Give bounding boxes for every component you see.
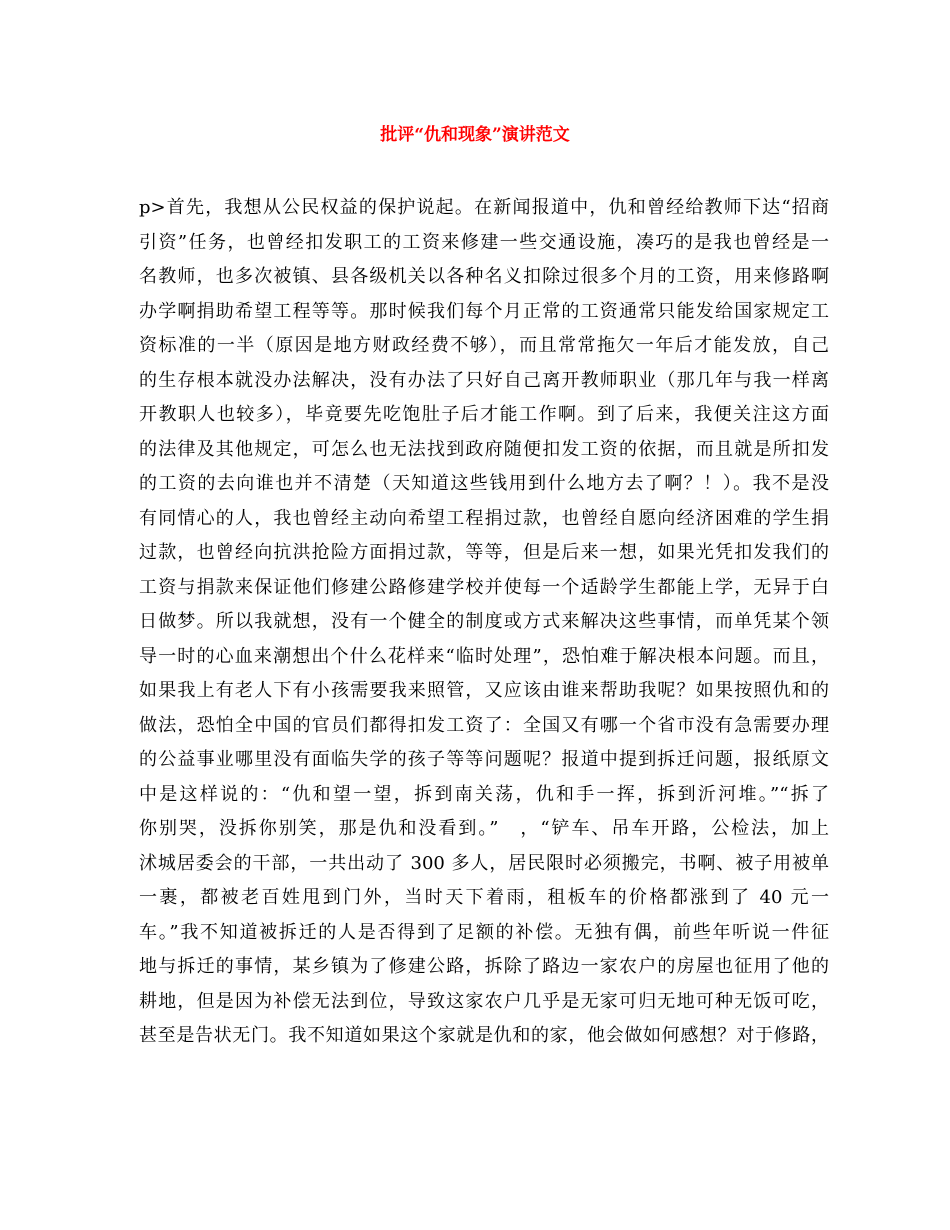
body-line: 的公益事业哪里没有面临失学的孩子等等问题呢？报道中提到拆迁问题，报纸原文 bbox=[139, 749, 829, 770]
body-line: 工资与捐款来保证他们修建公路修建学校并使每一个适龄学生都能上学，无异于白 bbox=[139, 576, 829, 598]
body-line: 办学啊捐助希望工程等等。那时候我们每个月正常的工资通常只能发给国家规定工 bbox=[139, 300, 829, 322]
body-line: 中是这样说的：“仇和望一望，拆到南关荡，仇和手一挥，拆到沂河堆。”“拆了 bbox=[139, 783, 829, 805]
body-line: 一裹，都被老百姓甩到门外，当时天下着雨，租板车的价格都涨到了 40 元一 bbox=[139, 887, 829, 908]
body-line: 沭城居委会的干部，一共出动了 300 多人，居民限时必须搬完，书啊、被子用被单 bbox=[139, 852, 829, 874]
body-line: 耕地，但是因为补偿无法到位，导致这家农户几乎是无家可归无地可种无饭可吃， bbox=[139, 990, 829, 1012]
body-line: 名教师，也多次被镇、县各级机关以各种名义扣除过很多个月的工资，用来修路啊 bbox=[139, 266, 829, 287]
body-line: 日做梦。所以我就想，没有一个健全的制度或方式来解决这些事情，而单凭某个领 bbox=[139, 611, 829, 632]
body-line: 开教职人也较多），毕竟要先吃饱肚子后才能工作啊。到了后来，我便关注这方面 bbox=[139, 404, 829, 425]
body-line: 如果我上有老人下有小孩需要我来照管，又应该由谁来帮助我呢？如果按照仇和的 bbox=[139, 680, 829, 701]
body-line: 引资”任务，也曾经扣发职工的工资来修建一些交通设施，凑巧的是我也曾经是一 bbox=[139, 231, 829, 253]
body-line: 的法律及其他规定，可怎么也无法找到政府随便扣发工资的依据，而且就是所扣发 bbox=[139, 438, 829, 460]
body-line: 资标准的一半（原因是地方财政经费不够），而且常常拖欠一年后才能发放，自己 bbox=[139, 335, 829, 356]
body-line: 的工资的去向谁也并不清楚（天知道这些钱用到什么地方去了啊？！）。我不是没 bbox=[139, 473, 829, 494]
body-line: 过款，也曾经向抗洪抢险方面捐过款，等等，但是后来一想，如果光凭扣发我们的 bbox=[139, 542, 829, 563]
body-line: 车。”我不知道被拆迁的人是否得到了足额的补偿。无独有偶，前些年听说一件征 bbox=[139, 921, 829, 943]
body-line: 做法，恐怕全中国的官员们都得扣发工资了：全国又有哪一个省市没有急需要办理 bbox=[139, 714, 829, 736]
body-line: 甚至是告状无门。我不知道如果这个家就是仇和的家，他会做如何感想？对于修路， bbox=[139, 1025, 829, 1046]
body-line: 有同情心的人，我也曾经主动向希望工程捐过款，也曾经自愿向经济困难的学生捐 bbox=[139, 507, 829, 529]
document-title: 批评“仇和现象”演讲范文 bbox=[380, 125, 570, 145]
body-line: 地与拆迁的事情，某乡镇为了修建公路，拆除了路边一家农户的房屋也征用了他的 bbox=[139, 956, 829, 977]
body-line: 你别哭，没拆你别笑，那是仇和没看到。” ，“铲车、吊车开路，公检法，加上 bbox=[139, 818, 829, 839]
body-line: 导一时的心血来潮想出个什么花样来“临时处理”，恐怕难于解决根本问题。而且， bbox=[139, 645, 829, 667]
body-line: 的生存根本就没办法解决，没有办法了只好自己离开教师职业（那几年与我一样离 bbox=[139, 369, 829, 391]
body-line: p>首先，我想从公民权益的保护说起。在新闻报道中，仇和曾经给教师下达“招商 bbox=[139, 197, 829, 218]
document-body bbox=[139, 191, 829, 1054]
